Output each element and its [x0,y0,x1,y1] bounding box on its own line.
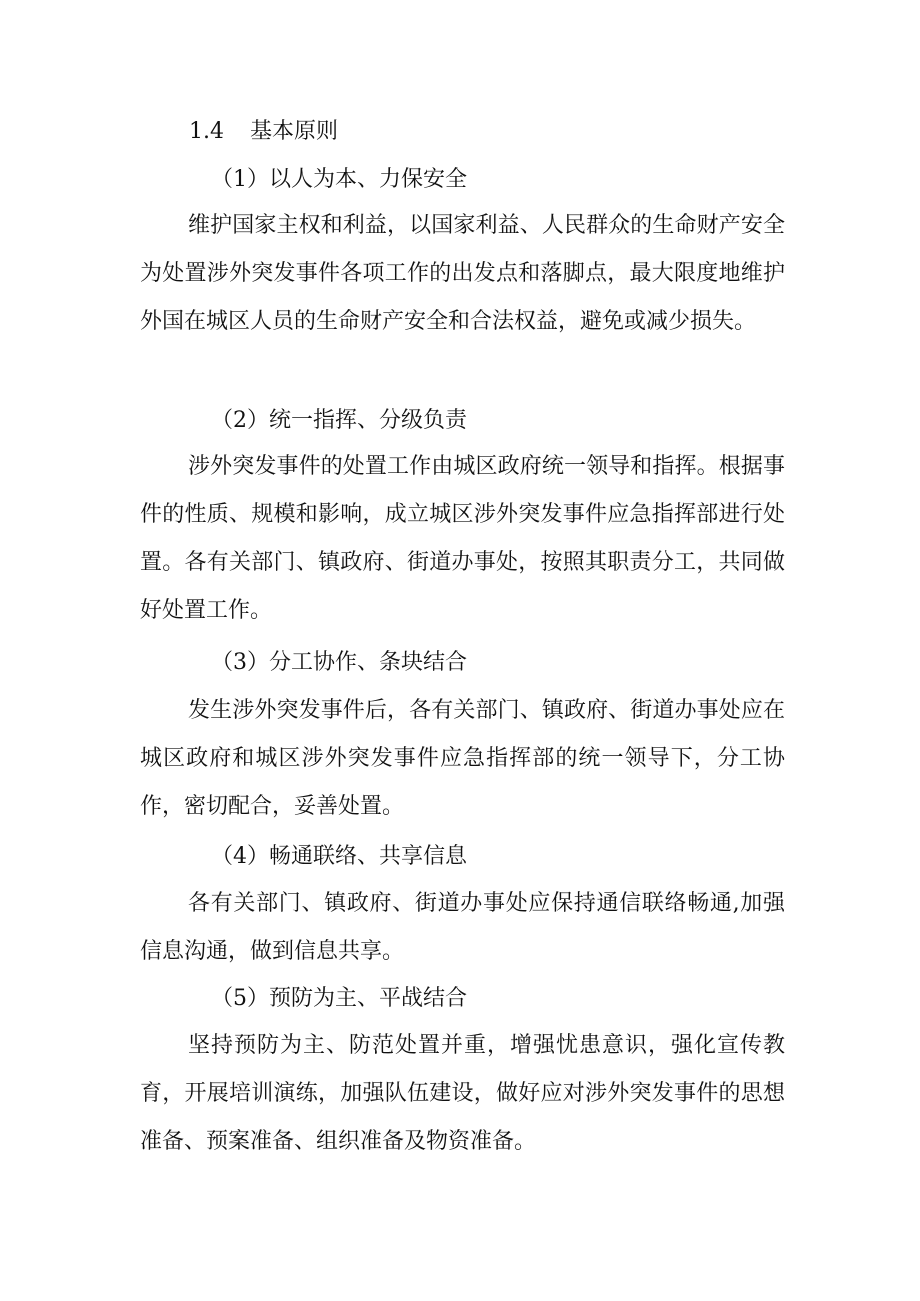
principle-1-heading: （1）以人为本、力保安全 [211,167,467,192]
principle-1-body: 维护国家主权和利益，以国家利益、人民群众的生命财产安全为处置涉外突发事件各项工作的出发点和落脚点，最大限度地维护外国在城区人员的生命财产安全和合法权益，避免或减少损失。 [140,213,785,334]
principle-4-body: 各有关部门、镇政府、街道办事处应保持通信联络畅通,加强信息沟通，做到信息共享。 [140,891,785,964]
principle-5-body: 坚持预防为主、防范处置并重，增强忧患意识，强化宣传教育，开展培训演练，加强队伍建设，做好应对涉外突发事件的思想准备、预案准备、组织准备及物资准备。 [140,1033,785,1154]
section-number: 1.4 [189,119,224,144]
principle-3-body: 发生涉外突发事件后，各有关部门、镇政府、街道办事处应在城区政府和城区涉外突发事件应急指挥部的统一领导下，分工协作，密切配合，妥善处置。 [140,698,785,819]
principle-4-heading: （4）畅通联络、共享信息 [211,844,467,869]
principle-2-body: 涉外突发事件的处置工作由城区政府统一领导和指挥。根据事件的性质、规模和影响，成立城区涉外突发事件应急指挥部进行处置。各有关部门、镇政府、街道办事处，按照其职责分工，共同做好处置工作。 [140,454,785,623]
principle-5-heading: （5）预防为主、平战结合 [211,986,467,1011]
section-title: 基本原则 [250,119,339,144]
principle-3-heading: （3）分工协作、条块结合 [211,650,467,675]
section-heading [189,112,338,152]
principle-2-heading: （2）统一指挥、分级负责 [211,408,467,433]
